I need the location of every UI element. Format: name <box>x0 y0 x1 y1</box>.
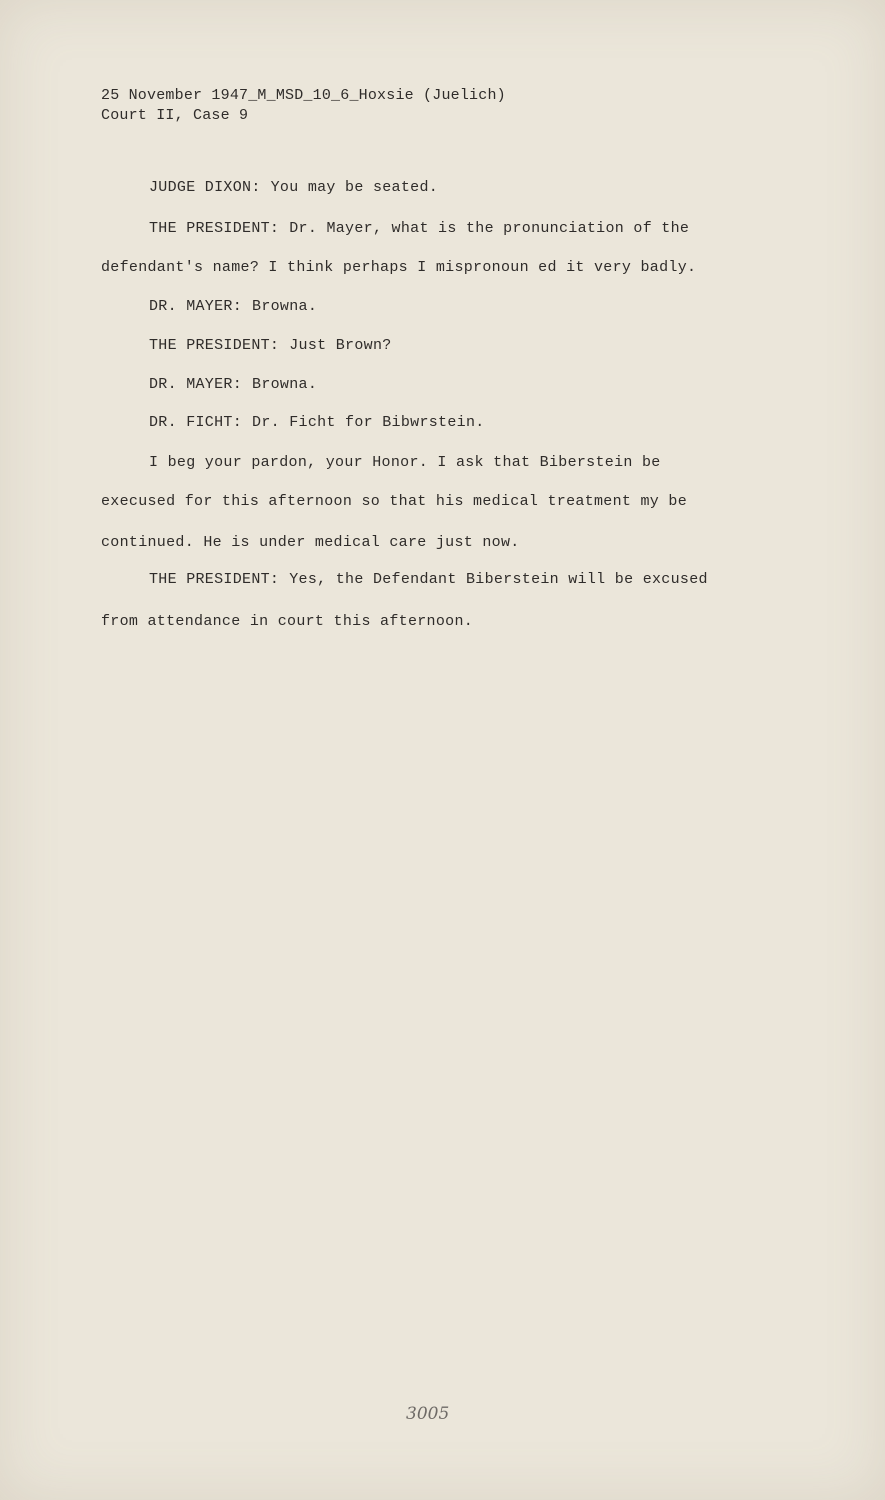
speaker-label: DR. FICHT: <box>149 414 243 431</box>
transcript-line-1 <box>149 178 438 198</box>
transcript-line-5 <box>149 336 392 356</box>
speech-text: Browna. <box>252 298 318 315</box>
speech-text: Yes, the Defendant Biberstein will be excused <box>289 571 708 588</box>
transcript-line-10 <box>101 533 520 553</box>
speech-text: defendant's name? I think perhaps I mispronoun ed it very badly. <box>101 259 697 276</box>
speaker-label: JUDGE DIXON: <box>149 179 261 196</box>
speech-text: Browna. <box>252 376 318 393</box>
page-number: 3005 <box>406 1404 450 1424</box>
speech-text: Just Brown? <box>289 337 392 354</box>
speaker-label: DR. MAYER: <box>149 376 243 393</box>
speech-text: Dr. Ficht for Bibwrstein. <box>252 414 485 431</box>
transcript-line-6 <box>149 375 317 395</box>
speech-text: execused for this afternoon so that his medical treatment my be <box>101 493 687 510</box>
speech-text: I beg your pardon, your Honor. I ask that Biberstein be <box>149 454 661 471</box>
transcript-line-7 <box>149 413 485 433</box>
transcript-line-4 <box>149 297 317 317</box>
transcript-line-9 <box>101 492 687 512</box>
transcript-line-2 <box>149 219 689 239</box>
header-date-line: 25 November 1947_M_MSD_10_6_Hoxsie (Juelich) <box>101 87 506 104</box>
speaker-label: THE PRESIDENT: <box>149 337 280 354</box>
speaker-label: DR. MAYER: <box>149 298 243 315</box>
speaker-label: THE PRESIDENT: <box>149 220 280 237</box>
document-header <box>101 86 506 126</box>
speech-text: continued. He is under medical care just now. <box>101 534 520 551</box>
transcript-line-11 <box>149 570 708 590</box>
header-court-line: Court II, Case 9 <box>101 107 249 124</box>
transcript-line-3 <box>101 258 696 278</box>
speech-text: You may be seated. <box>270 179 439 196</box>
transcript-line-12 <box>101 612 473 632</box>
speech-text: from attendance in court this afternoon. <box>101 613 474 630</box>
speaker-label: THE PRESIDENT: <box>149 571 280 588</box>
transcript-line-8 <box>149 453 661 473</box>
speech-text: Dr. Mayer, what is the pronunciation of the <box>289 220 690 237</box>
